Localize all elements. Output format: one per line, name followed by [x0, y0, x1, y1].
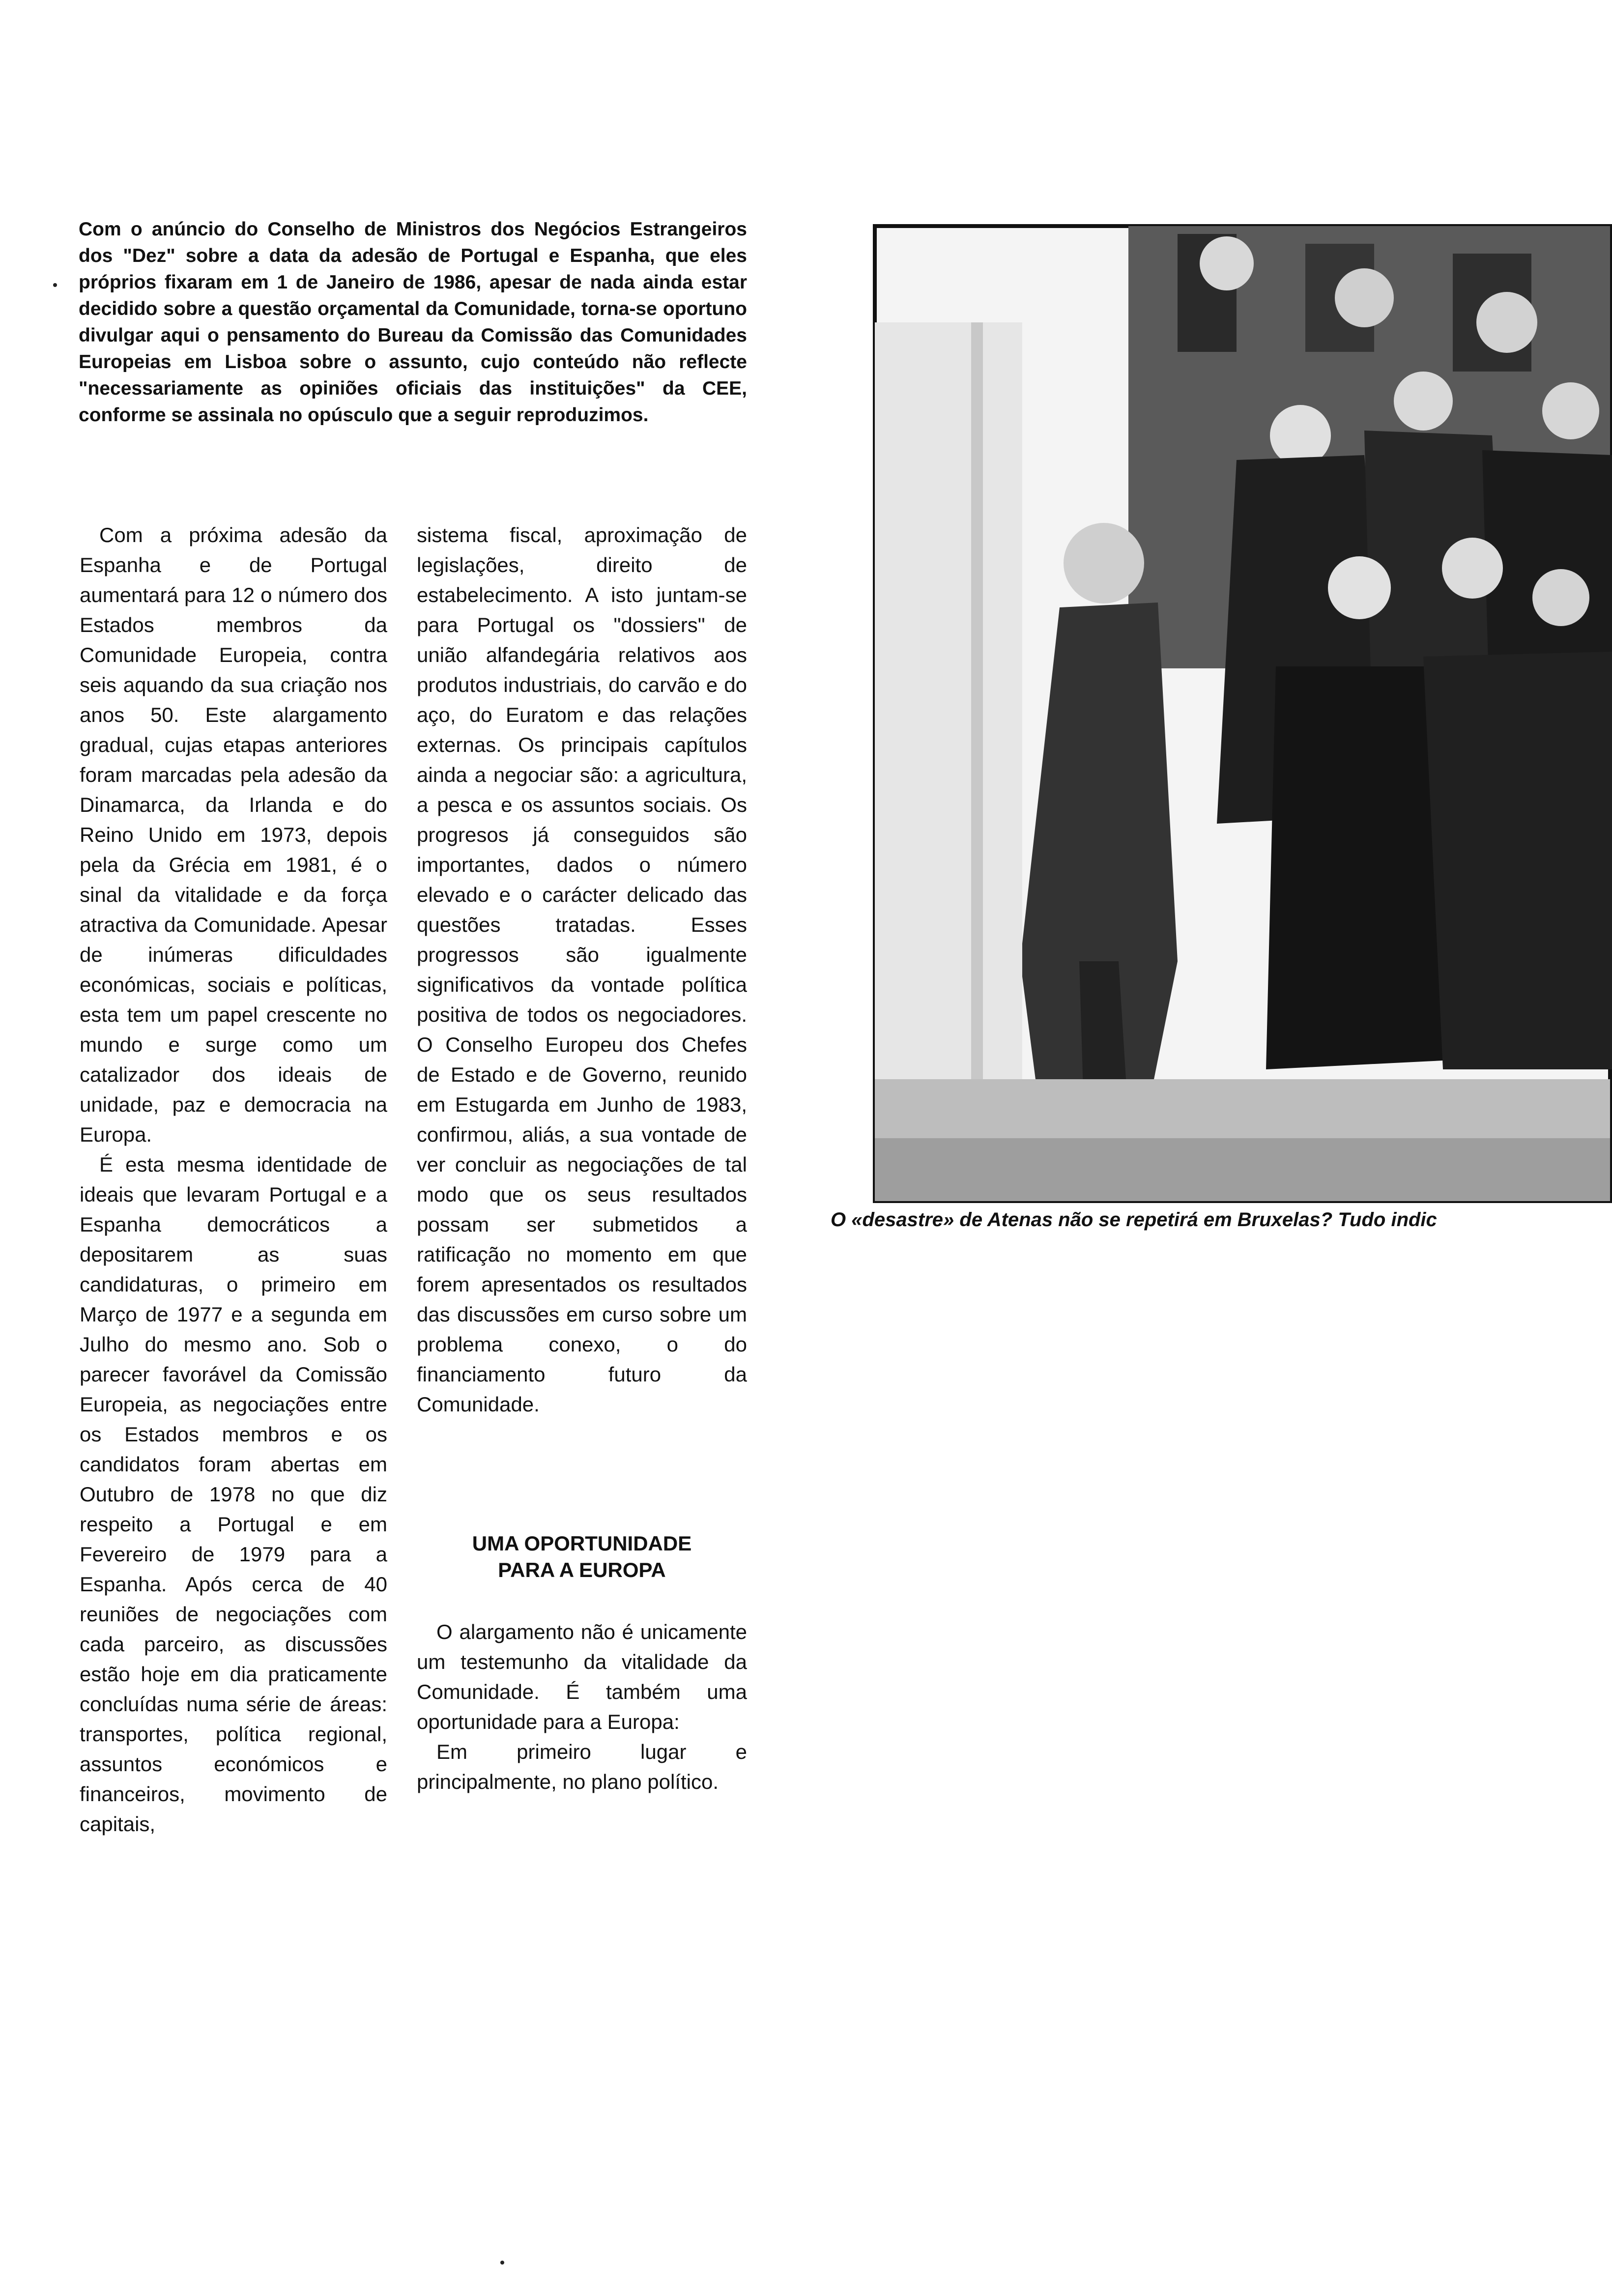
- article-paragraph: O alargamento não é unicamente um testemunho da vitalidade da Comunidade. É também uma oportunidade para a Europa:: [417, 1620, 747, 1733]
- print-speck: [500, 2261, 504, 2265]
- article-paragraph: É esta mesma identidade de ideais que levaram Portugal e a Espanha democráticos a depositarem as suas candidaturas, o primeiro em Março de 1977 e a segunda em Julho do mesmo ano. Sob o parecer favorável da Comissão Europeia, as negociações entre os Estados membros e os candidatos foram abertas em Outubro de 1978 no que diz respeito a Portugal e em Fevereiro de 1979 para a Espanha. Após cerca de 40 reuniões de negociações com cada parceiro, as discussões estão hoje em dia praticamente concluídas numa série de áreas: transportes, política regional, assuntos económicos e financeiros, movimento de capitais,: [80, 1153, 387, 1836]
- article-column-1: [80, 520, 387, 1839]
- section-heading-line: UMA OPORTUNIDADE: [472, 1532, 692, 1555]
- article-paragraph: Em primeiro lugar e principalmente, no plano político.: [417, 1740, 747, 1793]
- article-paragraph: Com a próxima adesão da Espanha e de Portugal aumentará para 12 o número dos Estados membros da Comunidade Europeia, contra seis aquando da sua criação nos anos 50. Este alargamento gradual, cujas etapas anteriores foram marcadas pela adesão da Dinamarca, da Irlanda e do Reino Unido em 1973, depois pela da Grécia em 1981, é o sinal da vitalidade e da força atractiva da Comunidade. Apesar de inúmeras dificuldades económicas, sociais e políticas, esta tem um papel crescente no mundo e surge como um catalizador dos ideais de unidade, paz e democracia na Europa.: [80, 523, 387, 1146]
- section-heading-line: PARA A EUROPA: [498, 1558, 666, 1581]
- article-column-2-continued: [417, 1617, 747, 1797]
- article-paragraph: sistema fiscal, aproximação de legislações, direito de estabelecimento. A isto juntam-se para Portugal os "dossiers" de união alfandegária relativos aos produtos industriais, do carvão e do aço, do Euratom e das relações externas. Os principais capítulos ainda a negociar são: a agricultura, a pesca e os assuntos sociais. Os progresos já conseguidos são importantes, dados o número elevado e o carácter delicado das questões tratadas. Esses progressos são igualmente significativos da vontade política positiva de todos os negociadores. O Conselho Europeu dos Chefes de Estado e de Governo, reunido em Estugarda em Junho de 1983, confirmou, aliás, a sua vontade de ver concluir as negociações de tal modo que os seus resultados possam ser submetidos a ratificação no momento em que forem apresentados os resultados das discussões em curso sobre um problema conexo, o do financiamento futuro da Comunidade.: [417, 523, 747, 1416]
- photo-image: [873, 224, 1612, 1203]
- print-speck: [53, 283, 57, 287]
- section-heading: [417, 1530, 747, 1583]
- article-column-2: [417, 520, 747, 1419]
- intro-paragraph: Com o anúncio do Conselho de Ministros dos Negócios Estrangeiros dos "Dez" sobre a data da adesão de Portugal e Espanha, que eles próprios fixaram em 1 de Janeiro de 1986, apesar de nada ainda estar decidido sobre a questão orçamental da Comunidade, torna-se oportuno divulgar aqui o pensamento do Bureau da Comissão das Comunidades Europeias em Lisboa sobre o assunto, cujo conteúdo não reflecte "necessariamente as opiniões oficiais das instituições" da CEE, conforme se assinala no opúsculo que a seguir reproduzimos.: [79, 219, 747, 426]
- news-photo: [873, 224, 1612, 1203]
- photo-caption: O «desastre» de Atenas não se repetirá em Bruxelas? Tudo indic: [831, 1209, 1437, 1231]
